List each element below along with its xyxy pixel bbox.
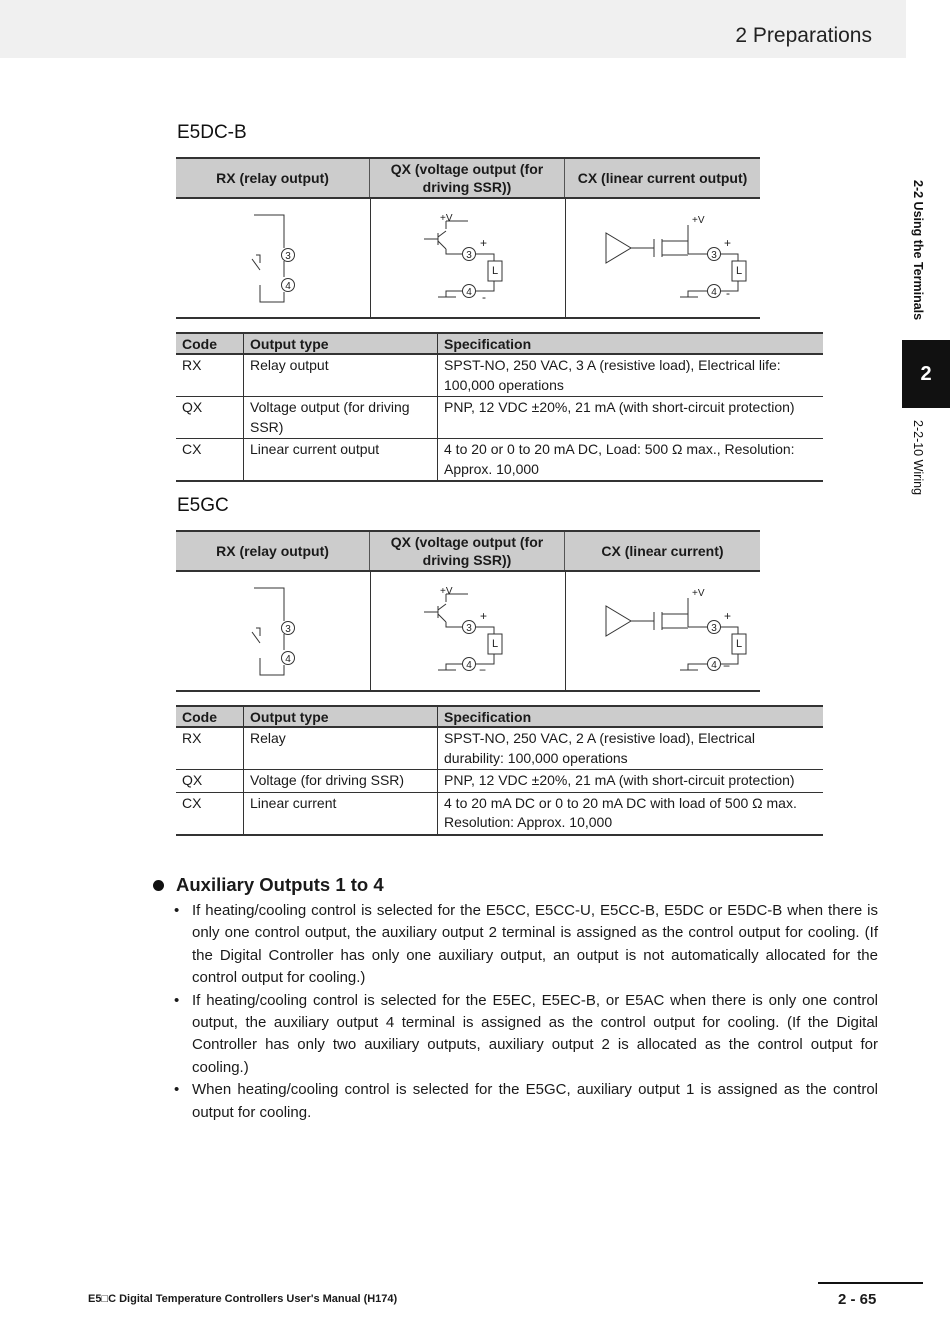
- e5dcb-col-cx: CX (linear current output): [577, 170, 748, 186]
- e5gc-spec-table: [176, 705, 823, 836]
- e5gc-cx-terminal-3: 3: [711, 623, 717, 634]
- e5gc-qx-load: L: [491, 638, 499, 650]
- type-cell: Voltage output (for driving SSR): [244, 397, 438, 439]
- section-title-e5gc: E5GC: [177, 495, 229, 516]
- spec-cell: SPST-NO, 250 VAC, 2 A (resistive load), Electrical durability: 100,000 operations: [438, 727, 824, 770]
- bullet-dot-icon: [153, 880, 164, 891]
- e5gc-th-code: Code: [176, 706, 244, 727]
- page-number: 2 - 65: [838, 1291, 877, 1308]
- table-row: [176, 439, 823, 482]
- footer-rule: [818, 1282, 923, 1284]
- section-title-e5dcb: E5DC-B: [177, 122, 247, 143]
- e5dcb-th-spec: Specification: [438, 333, 824, 354]
- spec-cell: 4 to 20 or 0 to 20 mA DC, Load: 500 Ω max., Resolution: Approx. 10,000: [438, 439, 824, 482]
- list-item: • When heating/cooling control is selected for the E5GC, auxiliary output 1 is assigned as the control output for cooling.: [173, 1079, 878, 1124]
- side-section-label: 2-2 Using the Terminals: [911, 180, 925, 321]
- e5dcb-cx-plus: +: [724, 236, 732, 250]
- table-row: [176, 792, 823, 835]
- e5gc-cx-minus: −: [723, 659, 731, 673]
- code-cell: CX: [176, 439, 244, 482]
- e5dcb-cx-load: L: [735, 265, 743, 277]
- e5gc-cx-load: L: [735, 638, 743, 650]
- e5gc-rx-terminal-3: 3: [285, 624, 291, 635]
- spec-cell: 4 to 20 mA DC or 0 to 20 mA DC with load of 500 Ω max. Resolution: Approx. 10,000: [438, 792, 824, 835]
- chapter-tab: 2: [902, 340, 950, 408]
- e5gc-col-rx: RX (relay output): [176, 532, 370, 570]
- type-cell: Relay: [244, 727, 438, 770]
- aux-heading: [153, 874, 384, 896]
- e5dcb-th-code: Code: [176, 333, 244, 354]
- e5gc-col-cx: CX (linear current): [601, 543, 724, 559]
- e5dcb-rx-terminal-4: 4: [285, 281, 291, 292]
- code-cell: RX: [176, 727, 244, 770]
- e5dcb-col-qx: QX (voltage output (for driving SSR)): [370, 159, 565, 197]
- table-row: [176, 397, 823, 439]
- type-cell: Linear current output: [244, 439, 438, 482]
- page-header-title: 2 Preparations: [735, 24, 872, 47]
- e5dcb-rx-terminal-3: 3: [285, 251, 291, 262]
- e5dcb-cx-minus: -: [726, 286, 730, 300]
- spec-cell: SPST-NO, 250 VAC, 3 A (resistive load), Electrical life: 100,000 operations: [438, 354, 824, 397]
- type-cell: Voltage (for driving SSR): [244, 770, 438, 793]
- e5dcb-spec-table: [176, 332, 823, 482]
- e5dcb-qx-load: L: [491, 265, 499, 277]
- table-row: [176, 770, 823, 793]
- e5dcb-wiring-svg: [176, 199, 760, 317]
- e5gc-rx-terminal-4: 4: [285, 654, 291, 665]
- code-cell: QX: [176, 397, 244, 439]
- spec-cell: PNP, 12 VDC ±20%, 21 mA (with short-circuit protection): [438, 397, 824, 439]
- aux-heading-text: Auxiliary Outputs 1 to 4: [176, 874, 384, 895]
- e5dcb-qx-minus: -: [482, 290, 486, 304]
- side-subsection-label: 2-2-10 Wiring: [911, 420, 925, 496]
- e5gc-qx-terminal-3: 3: [466, 623, 472, 634]
- type-cell: Relay output: [244, 354, 438, 397]
- e5gc-qx-terminal-4: 4: [466, 660, 472, 671]
- e5dcb-qx-plus: +: [480, 236, 488, 250]
- e5gc-wiring-svg: [176, 572, 760, 690]
- e5gc-qx-supply: +V: [440, 586, 453, 597]
- e5dcb-qx-supply: +V: [440, 213, 453, 224]
- e5gc-col-qx: QX (voltage output (for driving SSR)): [370, 532, 565, 570]
- table-row: [176, 727, 823, 770]
- e5dcb-cx-supply: +V: [692, 215, 705, 226]
- e5dcb-qx-terminal-3: 3: [466, 250, 472, 261]
- e5dcb-wiring-diagrams: [176, 199, 760, 319]
- list-item: • If heating/cooling control is selected for the E5CC, E5CC-U, E5CC-B, E5DC or E5DC-B when there is only one control output, the auxiliary output 2 terminal is assigned as the control output for cooling. (If the Digital Controller has only one auxiliary output, an output is not automatically allocated for the control output for cooling.): [173, 900, 878, 990]
- e5dcb-col-rx: RX (relay output): [176, 159, 370, 197]
- e5gc-cx-plus: +: [724, 609, 732, 623]
- aux-bullet-list: [173, 900, 878, 1124]
- code-cell: QX: [176, 770, 244, 793]
- e5dcb-qx-terminal-4: 4: [466, 287, 472, 298]
- e5gc-th-type: Output type: [244, 706, 438, 727]
- code-cell: CX: [176, 792, 244, 835]
- e5gc-qx-plus: +: [480, 609, 488, 623]
- e5gc-th-spec: Specification: [438, 706, 824, 727]
- type-cell: Linear current: [244, 792, 438, 835]
- e5gc-cx-terminal-4: 4: [711, 660, 717, 671]
- e5dcb-diagram-header: [176, 157, 760, 199]
- code-cell: RX: [176, 354, 244, 397]
- spec-cell: PNP, 12 VDC ±20%, 21 mA (with short-circuit protection): [438, 770, 824, 793]
- footer-manual-title: E5□C Digital Temperature Controllers User's Manual (H174): [88, 1293, 398, 1305]
- e5gc-qx-minus: −: [479, 663, 487, 677]
- e5gc-cx-supply: +V: [692, 588, 705, 599]
- e5dcb-cx-terminal-4: 4: [711, 287, 717, 298]
- e5dcb-cx-terminal-3: 3: [711, 250, 717, 261]
- list-item: • If heating/cooling control is selected for the E5EC, E5EC-B, or E5AC when there is only one control output, the auxiliary output 4 terminal is assigned as the control output for cooling. (If the Digital Controller has only two auxiliary outputs, auxiliary output 2 is allocated as the control output for cooling.): [173, 990, 878, 1080]
- e5gc-wiring-diagrams: [176, 572, 760, 692]
- e5dcb-th-type: Output type: [244, 333, 438, 354]
- table-row: [176, 354, 823, 397]
- e5gc-diagram-header: [176, 530, 760, 572]
